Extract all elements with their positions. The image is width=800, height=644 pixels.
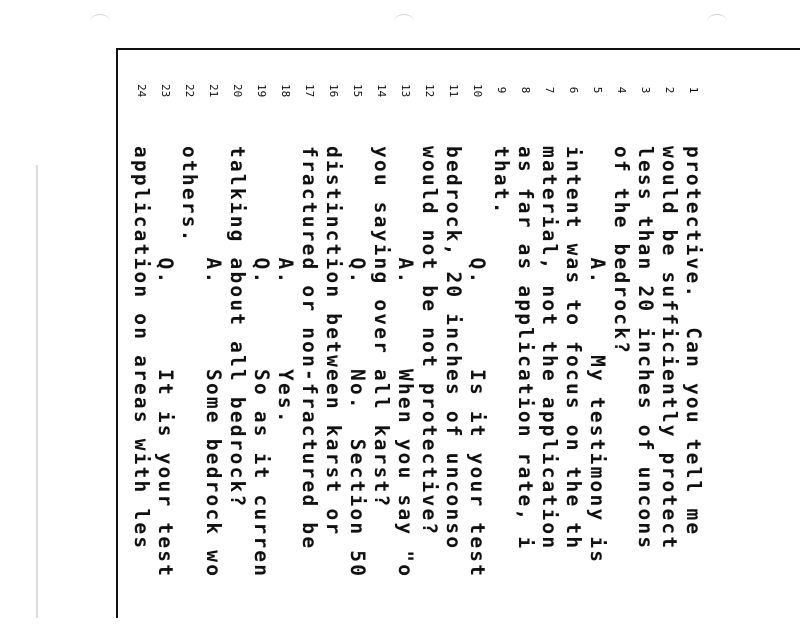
line-number: 12 bbox=[423, 84, 436, 98]
transcript-page bbox=[130, 84, 705, 644]
line-number: 8 bbox=[519, 86, 532, 94]
page-border-left bbox=[116, 48, 118, 618]
transcript-line: would be sufficiently protect bbox=[658, 146, 681, 551]
line-number: 14 bbox=[375, 84, 388, 98]
transcript-line: talking about all bedrock? bbox=[226, 146, 249, 509]
line-number: 7 bbox=[543, 86, 556, 94]
transcript-line: you saying over all karst? bbox=[370, 146, 393, 509]
punch-hole-mark bbox=[90, 14, 110, 29]
line-number: 10 bbox=[471, 84, 484, 98]
transcript-line: Q. No. Section 50 bbox=[346, 146, 369, 579]
line-number: 23 bbox=[159, 84, 172, 98]
punch-hole-mark bbox=[707, 14, 727, 29]
transcript-line: Q. It is your test bbox=[154, 146, 177, 579]
line-number: 22 bbox=[183, 84, 196, 98]
line-number: 20 bbox=[231, 84, 244, 98]
transcript-line: Q. So as it curren bbox=[250, 146, 273, 579]
line-number: 4 bbox=[615, 86, 628, 94]
line-number: 16 bbox=[327, 84, 340, 98]
transcript-line: Q. Is it your test bbox=[466, 146, 489, 579]
transcript-line: others. bbox=[178, 146, 201, 244]
transcript-line: application on areas with les bbox=[130, 146, 153, 551]
transcript-line: would not be not protective? bbox=[418, 146, 441, 537]
line-number: 5 bbox=[591, 86, 604, 94]
page-border-top bbox=[116, 48, 800, 50]
line-number: 17 bbox=[303, 84, 316, 98]
line-number: 6 bbox=[567, 86, 580, 94]
transcript-line: that. bbox=[490, 146, 513, 216]
transcript-line: material, not the application bbox=[538, 146, 561, 551]
transcript-line: as far as application rate, i bbox=[514, 146, 537, 551]
line-number: 1 bbox=[687, 86, 700, 94]
line-number: 3 bbox=[639, 86, 652, 94]
line-number: 11 bbox=[447, 84, 460, 98]
transcript-line: of the bedrock? bbox=[610, 146, 633, 356]
transcript-line: fractured or non-fractured be bbox=[298, 146, 321, 551]
line-number: 9 bbox=[495, 86, 508, 94]
transcript-line: A. My testimony is bbox=[586, 146, 609, 565]
line-number: 24 bbox=[135, 84, 148, 98]
transcript-line: intent was to focus on the th bbox=[562, 146, 585, 551]
line-number: 19 bbox=[255, 84, 268, 98]
line-number: 15 bbox=[351, 84, 364, 98]
transcript-line: A. Yes. bbox=[274, 146, 297, 425]
transcript-line: A. Some bedrock wo bbox=[202, 146, 225, 579]
punch-hole-mark bbox=[394, 14, 414, 29]
line-number: 13 bbox=[399, 84, 412, 98]
line-number: 18 bbox=[279, 84, 292, 98]
transcript-line: bedrock, 20 inches of unconso bbox=[442, 146, 465, 551]
transcript-line: protective. Can you tell me bbox=[682, 146, 705, 537]
transcript-line: A. When you say "o bbox=[394, 146, 417, 579]
line-number: 2 bbox=[663, 86, 676, 94]
transcript-line: distinction between karst or bbox=[322, 146, 345, 537]
scan-margin-line bbox=[36, 165, 38, 618]
line-number: 21 bbox=[207, 84, 220, 98]
transcript-line: less than 20 inches of uncons bbox=[634, 146, 657, 551]
